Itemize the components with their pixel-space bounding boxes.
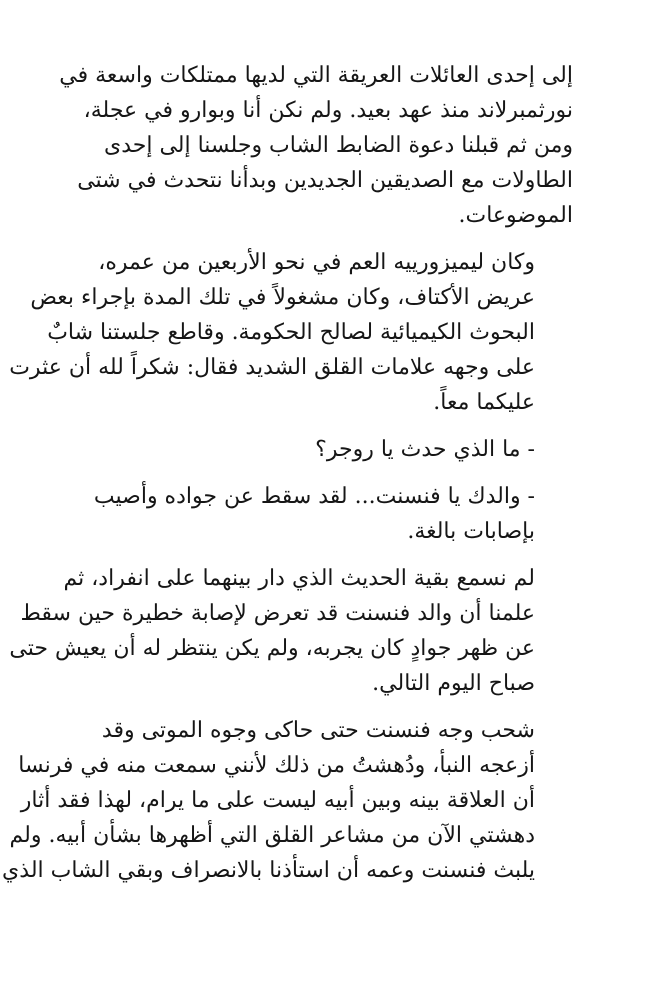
text-line: وكان ليميزورييه العم في نحو الأربعين من عمره، bbox=[98, 250, 535, 275]
text-line: لم نسمع بقية الحديث الذي دار بينهما على انفراد، ثم bbox=[63, 566, 535, 591]
dialogue-line-2 bbox=[78, 479, 573, 549]
text-line: عن ظهر جوادٍ كان يجربه، ولم يكن ينتظر له أن يعيش حتى bbox=[9, 636, 535, 661]
text-line: دهشتي الآن من مشاعر القلق التي أظهرها بشأن أبيه. ولم bbox=[9, 823, 535, 848]
text-line: - ما الذي حدث يا روجر؟ bbox=[315, 437, 535, 462]
paragraph-6 bbox=[2, 713, 573, 888]
text-line: أزعجه النبأ، ودُهشتُ من ذلك لأنني سمعت منه في فرنسا bbox=[18, 753, 535, 778]
text-line: بإصابات بالغة. bbox=[407, 519, 535, 544]
text-line: إلى إحدى العائلات العريقة التي لديها ممتلكات واسعة في bbox=[59, 63, 573, 88]
text-line: - والدك يا فنسنت... لقد سقط عن جواده وأصيب bbox=[93, 484, 535, 509]
text-line: علمنا أن والد فنسنت قد تعرض لإصابة خطيرة حين سقط bbox=[20, 601, 535, 626]
text-line: أن العلاقة بينه وبين أبيه ليست على ما يرام، لهذا فقد أثار bbox=[20, 788, 535, 813]
text-line: ومن ثم قبلنا دعوة الضابط الشاب وجلسنا إلى إحدى bbox=[103, 133, 573, 158]
paragraph-1 bbox=[59, 58, 573, 233]
text-line: نورثمبرلاند منذ عهد بعيد. ولم نكن أنا وبوارو في عجلة، bbox=[83, 98, 573, 123]
paragraph-5 bbox=[9, 561, 573, 701]
paragraph-2 bbox=[9, 245, 573, 420]
text-line: الموضوعات. bbox=[458, 203, 573, 228]
text-line: على وجهه علامات القلق الشديد فقال: شكراً لله أن عثرت bbox=[9, 355, 535, 380]
text-line: يلبث فنسنت وعمه أن استأذنا بالانصراف وبقي الشاب الذي bbox=[2, 858, 535, 883]
dialogue-line-1 bbox=[78, 432, 573, 467]
text-line: عريض الأكتاف، وكان مشغولاً في تلك المدة بإجراء بعض bbox=[30, 285, 535, 310]
text-line: الطاولات مع الصديقين الجديدين وبدأنا نتحدث في شتى bbox=[77, 168, 573, 193]
text-line: البحوث الكيميائية لصالح الحكومة. وقاطع جلستنا شابٌ bbox=[47, 320, 535, 345]
text-line: صباح اليوم التالي. bbox=[372, 671, 535, 696]
text-line: عليكما معاً. bbox=[433, 390, 535, 415]
text-line: شحب وجه فنسنت حتى حاكى وجوه الموتى وقد bbox=[101, 718, 535, 743]
